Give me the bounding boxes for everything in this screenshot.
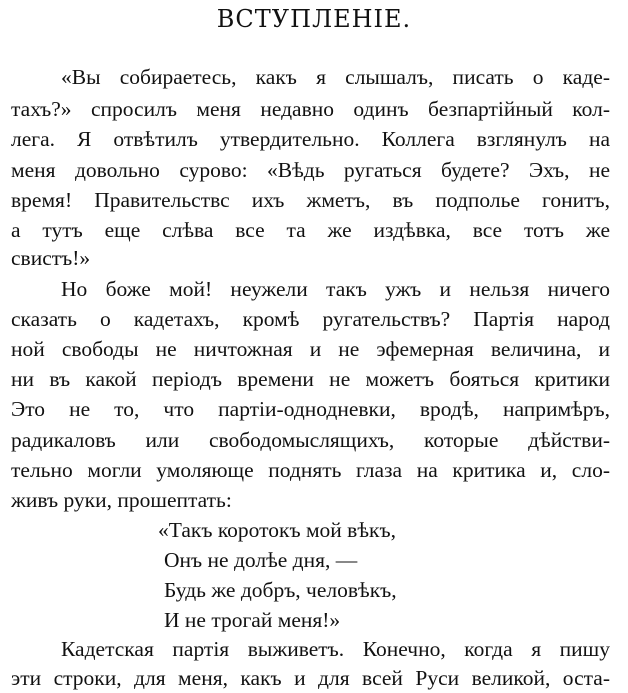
verse-line: Онъ не долѣе дня, — — [164, 548, 358, 572]
text-line: меня довольно сурово: «Вѣдь ругаться будете? Эхъ, не — [11, 158, 610, 182]
verse-line: «Такъ коротокъ мой вѣкъ, — [158, 518, 396, 542]
text-line: Кадетская партiя выживетъ. Конечно, когда я пишу — [61, 637, 610, 661]
text-line: время! Правительствс ихъ жметъ, въ подполье гонитъ, — [11, 188, 610, 212]
text-line: тахъ?» спросилъ меня недавно одинъ безпартiйный кол- — [11, 97, 610, 121]
text-line: ной свободы не ничтожная и не эфемерная величина, и — [11, 337, 610, 361]
text-line: сказать о кадетахъ, кромѣ ругательствъ? Партiя народ — [11, 307, 610, 331]
text-line: а тутъ еще слѣва все та же издѣвка, все тотъ же — [11, 218, 610, 242]
page-heading: ВСТУПЛЕНIЕ. — [216, 5, 412, 33]
text-line: свистъ!» — [11, 246, 91, 270]
text-line: тельно могли умоляюще поднять глаза на критика и, сло- — [11, 458, 610, 482]
text-line: живъ руки, прошептать: — [11, 488, 232, 512]
verse-line: И не трогай меня!» — [164, 608, 341, 632]
text-line: радикаловъ или свободомыслящихъ, которые дѣйстви- — [11, 428, 610, 452]
text-line: эти строки, для меня, какъ и для всей Руси великой, оста- — [11, 666, 610, 690]
verse-line: Будь же добръ, человѣкъ, — [164, 578, 397, 602]
text-line: Это не то, что партiи-однодневки, вродѣ, напримѣръ, — [11, 397, 610, 421]
text-line: ни въ какой перiодъ времени не можетъ бояться критики — [11, 367, 610, 391]
text-line: лега. Я отвѣтилъ утвердительно. Коллега взглянулъ на — [11, 127, 610, 151]
text-line: Но боже мой! неужели такъ ужъ и нельзя ничего — [61, 277, 610, 301]
text-line: «Вы собираетесь, какъ я слышалъ, писать о каде- — [61, 65, 610, 89]
